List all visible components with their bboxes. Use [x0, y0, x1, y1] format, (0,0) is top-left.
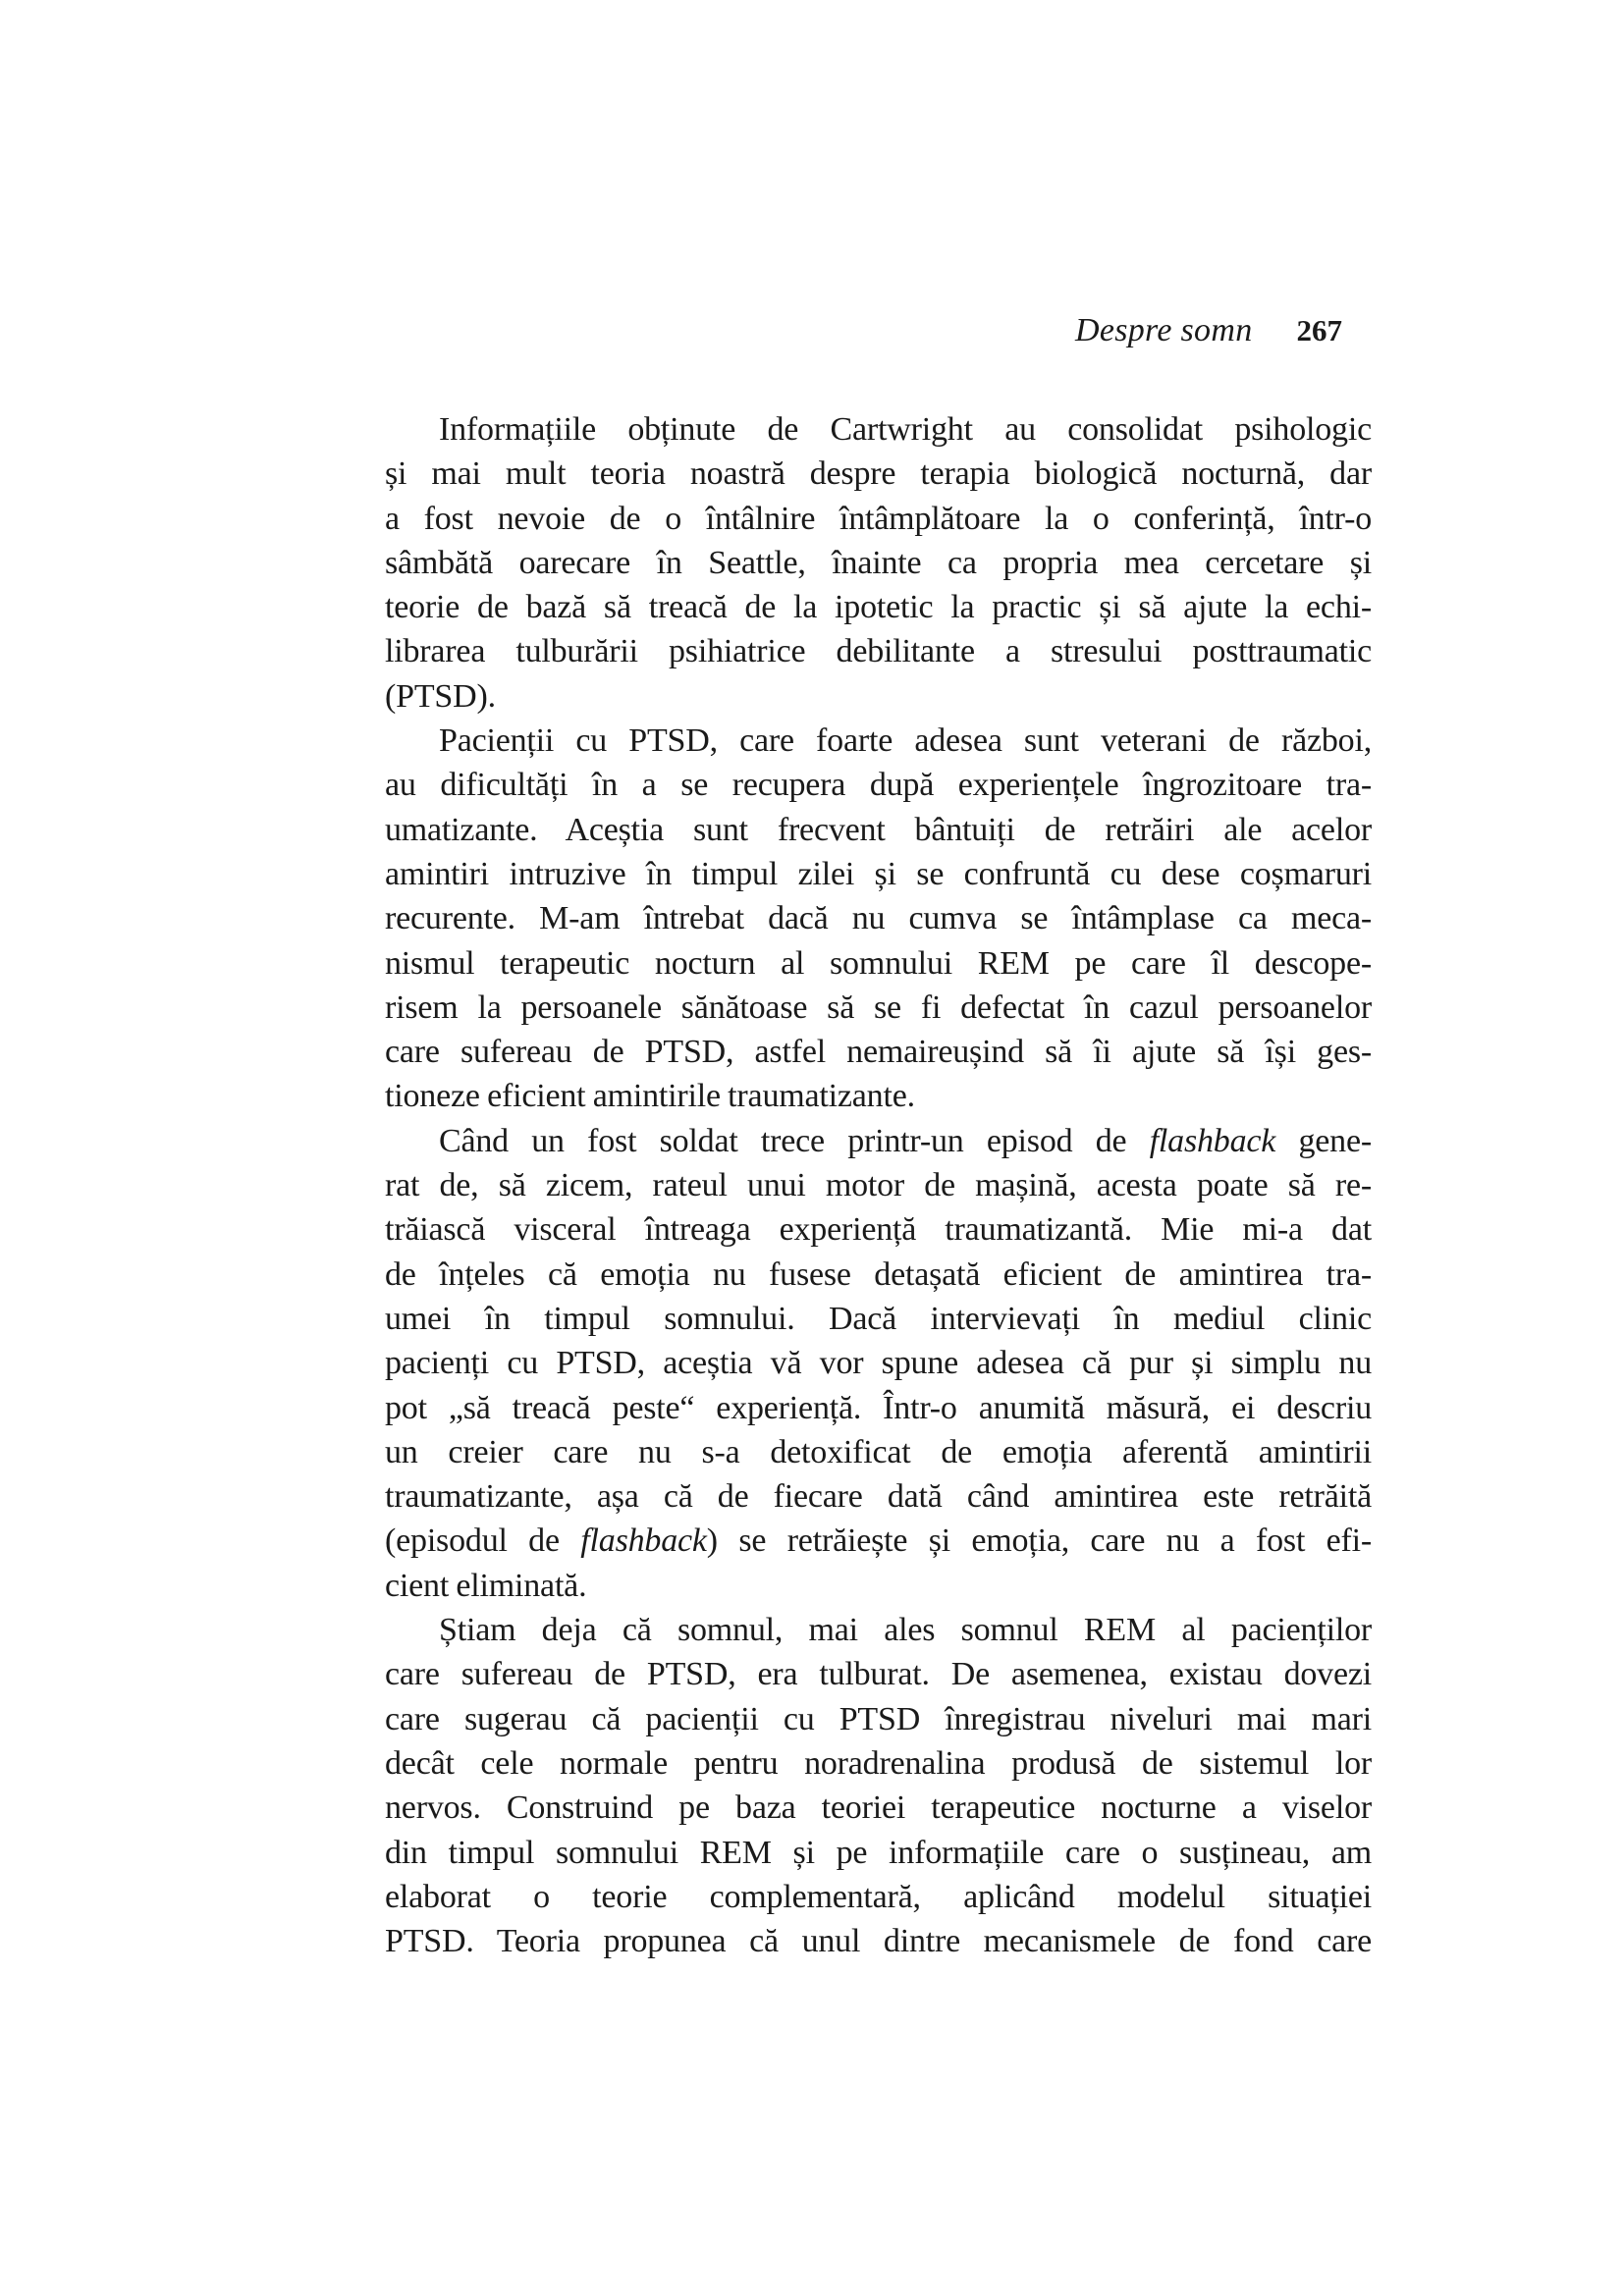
text-line: din timpul somnului REM și pe informațiile care o susțineau, am	[385, 1834, 1372, 1871]
text-line: elaborat o teorie complementară, aplicând modelul situației	[385, 1878, 1372, 1915]
text-line: rat de, să zicem, rateul unui motor de mașină, acesta poate să re-	[385, 1167, 1372, 1204]
text-line: care sufereau de PTSD, era tulburat. De asemenea, existau dovezi	[385, 1656, 1372, 1693]
running-title: Despre somn	[1074, 312, 1253, 348]
text-line: umatizante. Aceștia sunt frecvent bântuiți de retrăiri ale acelor	[385, 811, 1372, 848]
text-line: umei în timpul somnului. Dacă intervievați în mediul clinic	[385, 1300, 1372, 1337]
text-line: un creier care nu s-a detoxificat de emoția aferentă amintirii	[385, 1433, 1372, 1470]
text-line: tioneze eficient amintirile traumatizante.	[385, 1078, 915, 1115]
paragraph	[385, 407, 1372, 719]
text-line: PTSD. Teoria propunea că unul dintre mecanismele de fond care	[385, 1923, 1372, 1960]
text-line: amintiri intruzive în timpul zilei și se confruntă cu dese coșmaruri	[385, 855, 1372, 892]
text-line: Informațiile obținute de Cartwright au consolidat psihologic	[439, 411, 1372, 448]
text-line: Pacienții cu PTSD, care foarte adesea sunt veterani de război,	[439, 722, 1372, 760]
text-line: Știam deja că somnul, mai ales somnul REM al pacienților	[439, 1612, 1372, 1649]
text-line: traumatizante, așa că de fiecare dată când amintirea este retrăită	[385, 1478, 1372, 1516]
body-text-block	[385, 407, 1372, 1963]
running-header	[385, 312, 1342, 349]
text-line: care sufereau de PTSD, astfel nemaireușind să îi ajute să își ges-	[385, 1034, 1372, 1071]
text-line: și mai mult teoria noastră despre terapia biologică nocturnă, dar	[385, 455, 1372, 493]
text-line: cient eliminată.	[385, 1567, 587, 1604]
text-line: nismul terapeutic nocturn al somnului REM pe care îl descope-	[385, 944, 1372, 982]
text-line: care sugerau că pacienții cu PTSD înregistrau niveluri mai mari	[385, 1700, 1372, 1737]
text-line: Când un fost soldat trece printr-un episod de flashback gene-	[439, 1122, 1372, 1159]
text-line: risem la persoanele sănătoase să se fi defectat în cazul persoanelor	[385, 988, 1372, 1026]
text-line: trăiască visceral întreaga experiență traumatizantă. Mie mi-a dat	[385, 1211, 1372, 1249]
text-line: teorie de bază să treacă de la ipotetic la practic și să ajute la echi-	[385, 589, 1372, 626]
text-line: recurente. M-am întrebat dacă nu cumva se întâmplase ca meca-	[385, 900, 1372, 937]
text-line: de înțeles că emoția nu fusese detașată eficient de amintirea tra-	[385, 1255, 1372, 1293]
text-line: a fost nevoie de o întâlnire întâmplătoare la o conferință, într-o	[385, 500, 1372, 537]
text-line: pot „să treacă peste“ experiență. Într-o anumită măsură, ei descriu	[385, 1389, 1372, 1426]
text-line: pacienți cu PTSD, aceștia vă vor spune adesea că pur și simplu nu	[385, 1345, 1372, 1382]
text-line: sâmbătă oarecare în Seattle, înainte ca propria mea cercetare și	[385, 544, 1372, 581]
text-line: (PTSD).	[385, 677, 496, 715]
text-line: librarea tulburării psihiatrice debilitante a stresului posttraumatic	[385, 633, 1372, 670]
page-number: 267	[1296, 313, 1342, 347]
text-line: decât cele normale pentru noradrenalina produsă de sistemul lor	[385, 1744, 1372, 1782]
text-line: (episodul de flashback) se retrăiește și emoția, care nu a fost efi-	[385, 1522, 1372, 1560]
paragraph	[385, 1119, 1372, 1608]
paragraph	[385, 719, 1372, 1119]
paragraph	[385, 1608, 1372, 1963]
text-line: au dificultăți în a se recupera după experiențele îngrozitoare tra-	[385, 767, 1372, 804]
text-line: nervos. Construind pe baza teoriei terapeutice nocturne a viselor	[385, 1789, 1372, 1827]
